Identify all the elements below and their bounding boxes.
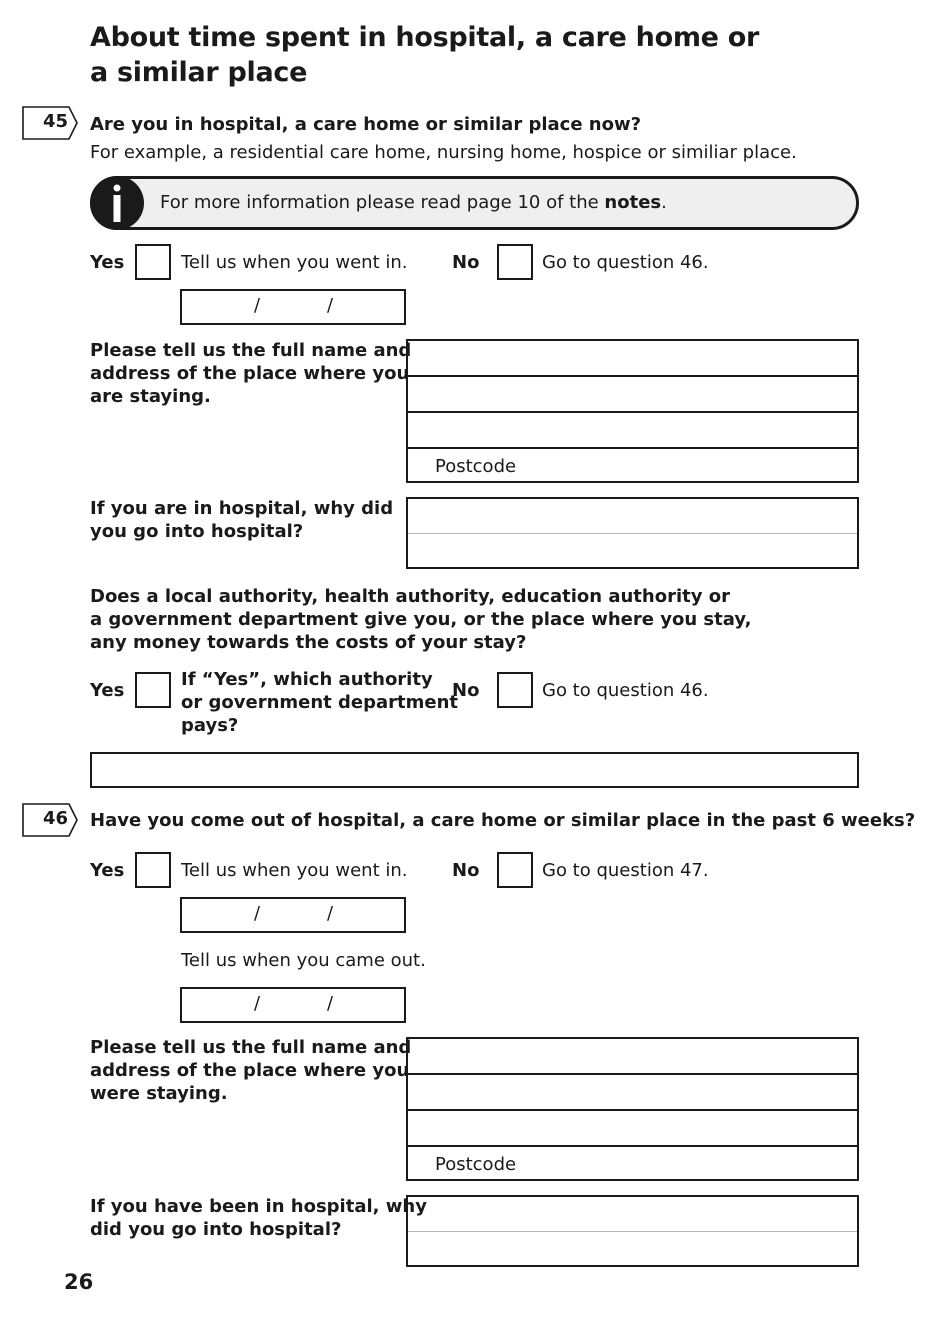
info-box — [90, 176, 859, 230]
q45-yes-label: Yes — [90, 252, 125, 273]
address-line-divider — [408, 1145, 857, 1147]
q45-address-field[interactable] — [406, 339, 859, 483]
address-line-divider — [408, 375, 857, 377]
q46-reason-field[interactable] — [406, 1195, 859, 1267]
q46-reason-question-line-1: If you have been in hospital, why — [90, 1196, 427, 1217]
q45-funding-yes-instruction-line-2: or government department — [181, 692, 459, 713]
info-text-main: For more information please read page 10 of the — [160, 192, 605, 213]
q45-reason-question-line-1: If you are in hospital, why did — [90, 498, 394, 519]
info-text — [160, 192, 667, 213]
q45-reason-field[interactable] — [406, 497, 859, 569]
q45-address-question-line-3: are staying. — [90, 386, 211, 407]
address-line-divider — [408, 447, 857, 449]
notes-reference: notes — [604, 192, 662, 213]
address-line-divider — [408, 1109, 857, 1111]
page-title-line-2: a similar place — [90, 57, 308, 88]
q45-funding-yes-label: Yes — [90, 680, 125, 701]
q45-date-went-in-field[interactable] — [180, 289, 406, 325]
question-45-text: Are you in hospital, a care home or similar place now? — [90, 114, 642, 135]
q46-address-question-line-2: address of the place where you — [90, 1060, 410, 1081]
page-title-line-1: About time spent in hospital, a care home or — [90, 22, 760, 53]
address-line-divider — [408, 411, 857, 413]
date-separator: / — [254, 993, 261, 1014]
q46-postcode-label: Postcode — [435, 1154, 517, 1175]
q46-came-out-instruction: Tell us when you came out. — [181, 950, 426, 971]
info-text-end: . — [661, 192, 667, 213]
address-line-divider — [408, 1073, 857, 1075]
q46-yes-label: Yes — [90, 860, 125, 881]
q46-address-question — [90, 1036, 411, 1105]
q46-yes-checkbox[interactable] — [135, 852, 171, 888]
q46-no-label: No — [452, 860, 480, 881]
info-icon — [90, 176, 144, 230]
q46-no-instruction: Go to question 47. — [542, 860, 709, 881]
q45-funding-yes-checkbox[interactable] — [135, 672, 171, 708]
q46-no-checkbox[interactable] — [497, 852, 533, 888]
date-separator: / — [327, 903, 334, 924]
page-number: 26 — [64, 1270, 94, 1294]
date-separator: / — [254, 903, 261, 924]
q45-postcode-label: Postcode — [435, 456, 517, 477]
question-45-number: 45 — [42, 111, 68, 132]
q45-no-checkbox[interactable] — [497, 244, 533, 280]
q45-funding-question-line-1: Does a local authority, health authority, education authority or — [90, 586, 730, 607]
page-title — [90, 20, 790, 90]
question-46-number-tag — [22, 803, 76, 835]
reason-line-divider — [408, 1231, 857, 1232]
date-separator: / — [327, 993, 334, 1014]
q45-funding-question — [90, 585, 752, 654]
q45-reason-question-line-2: you go into hospital? — [90, 521, 304, 542]
q45-yes-checkbox[interactable] — [135, 244, 171, 280]
q46-address-question-line-3: were staying. — [90, 1083, 228, 1104]
q45-address-question — [90, 339, 411, 408]
q46-yes-instruction: Tell us when you went in. — [181, 860, 408, 881]
q45-funding-question-line-3: any money towards the costs of your stay? — [90, 632, 527, 653]
q45-address-question-line-2: address of the place where you — [90, 363, 410, 384]
q46-address-field[interactable] — [406, 1037, 859, 1181]
date-separator: / — [327, 295, 334, 316]
q46-address-question-line-1: Please tell us the full name and — [90, 1037, 412, 1058]
q45-funding-no-label: No — [452, 680, 480, 701]
q45-no-label: No — [452, 252, 480, 273]
q45-funding-question-line-2: a government department give you, or the place where you stay, — [90, 609, 752, 630]
q45-funding-yes-instruction-line-1: If “Yes”, which authority — [181, 669, 433, 690]
question-46-text: Have you come out of hospital, a care home or similar place in the past 6 weeks? — [90, 810, 916, 831]
q46-date-went-in-field[interactable] — [180, 897, 406, 933]
q45-funding-no-checkbox[interactable] — [497, 672, 533, 708]
q45-funding-authority-field[interactable] — [90, 752, 859, 788]
q45-funding-no-instruction: Go to question 46. — [542, 680, 709, 701]
date-separator: / — [254, 295, 261, 316]
q45-no-instruction: Go to question 46. — [542, 252, 709, 273]
q45-yes-instruction: Tell us when you went in. — [181, 252, 408, 273]
q46-reason-question — [90, 1195, 427, 1241]
q46-date-came-out-field[interactable] — [180, 987, 406, 1023]
q45-reason-question — [90, 497, 393, 543]
q46-reason-question-line-2: did you go into hospital? — [90, 1219, 342, 1240]
reason-line-divider — [408, 533, 857, 534]
q45-funding-yes-instruction — [181, 668, 458, 737]
question-45-number-tag — [22, 106, 76, 138]
q45-funding-yes-instruction-line-3: pays? — [181, 715, 239, 736]
q45-address-question-line-1: Please tell us the full name and — [90, 340, 412, 361]
question-46-number: 46 — [42, 808, 68, 829]
question-45-example: For example, a residential care home, nursing home, hospice or similiar place. — [90, 142, 797, 163]
